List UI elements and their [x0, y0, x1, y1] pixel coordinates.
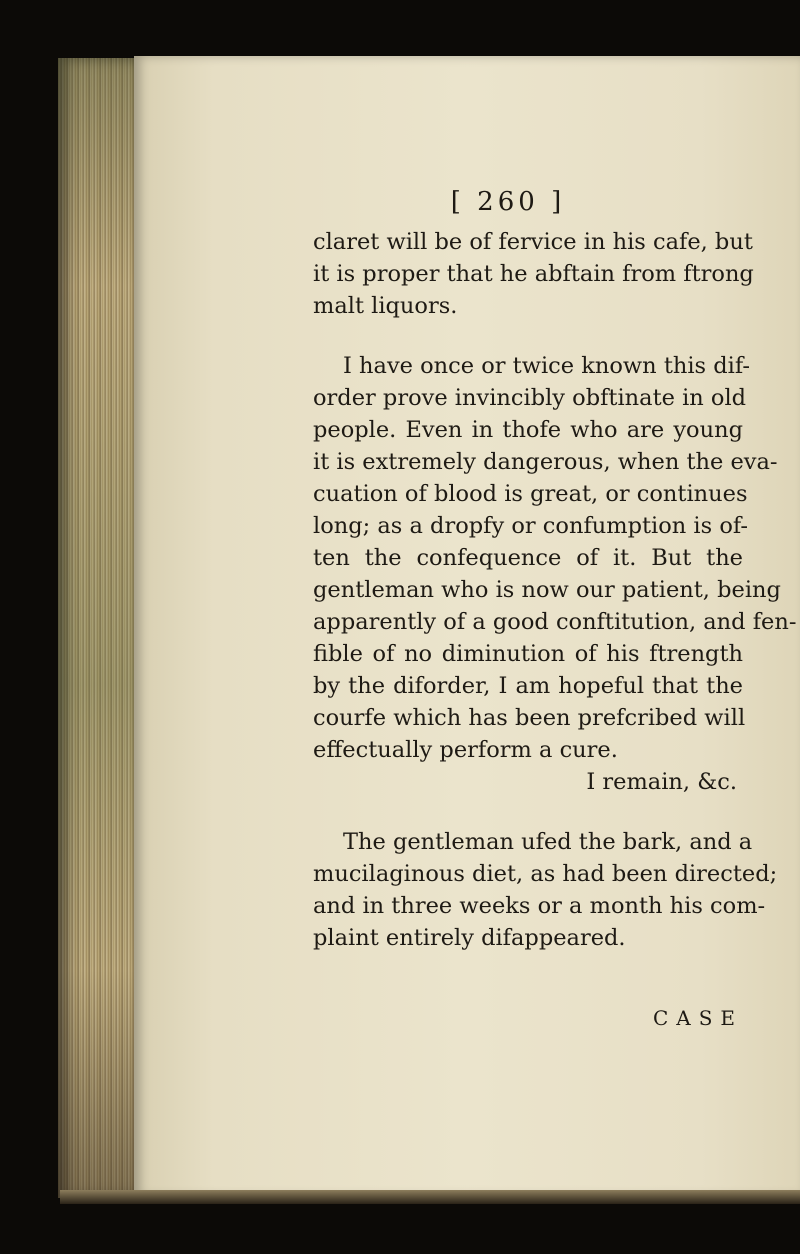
text-line: it is extremely dangerous, when the eva-	[313, 449, 778, 475]
text-line: effectually perform a cure.	[313, 737, 618, 763]
text-line: courfe which has been prefcribed will	[313, 705, 746, 731]
paragraph-2	[313, 350, 797, 798]
text-line: fible of no diminution of his ftrength	[313, 641, 743, 667]
text-line: mucilaginous diet, as had been directed;	[313, 861, 778, 887]
text-line: apparently of a good conftitution, and fen-	[313, 609, 797, 635]
page-bottom-edge	[60, 1190, 800, 1204]
text-line: long; as a dropfy or confumption is of-	[313, 513, 748, 539]
catchword: CASE	[652, 1006, 743, 1030]
text-line: gentleman who is now our patient, being	[313, 577, 781, 603]
text-line: plaint entirely difappeared.	[313, 925, 626, 951]
text-line: ten the confequence of it. But the	[313, 545, 743, 571]
paragraph-1	[313, 226, 754, 322]
text-line: I have once or twice known this dif-	[343, 353, 750, 379]
text-line: malt liquors.	[313, 293, 458, 319]
text-line: cuation of blood is great, or continues	[313, 481, 748, 507]
text-line: The gentleman ufed the bark, and a	[343, 829, 753, 855]
text-line: and in three weeks or a month his com-	[313, 893, 766, 919]
page-text	[313, 178, 797, 1034]
signoff: I remain, &c.	[586, 769, 737, 795]
text-line: order prove invincibly obftinate in old	[313, 385, 747, 411]
text-line: it is proper that he abftain from ftrong	[313, 261, 754, 287]
paragraph-3	[313, 826, 778, 954]
text-line: by the diforder, I am hopeful that the	[313, 673, 743, 699]
page-number-header: [ 260 ]	[450, 187, 566, 217]
text-line: people. Even in thofe who are young	[313, 417, 743, 443]
text-line: claret will be of fervice in his cafe, but	[313, 229, 753, 255]
